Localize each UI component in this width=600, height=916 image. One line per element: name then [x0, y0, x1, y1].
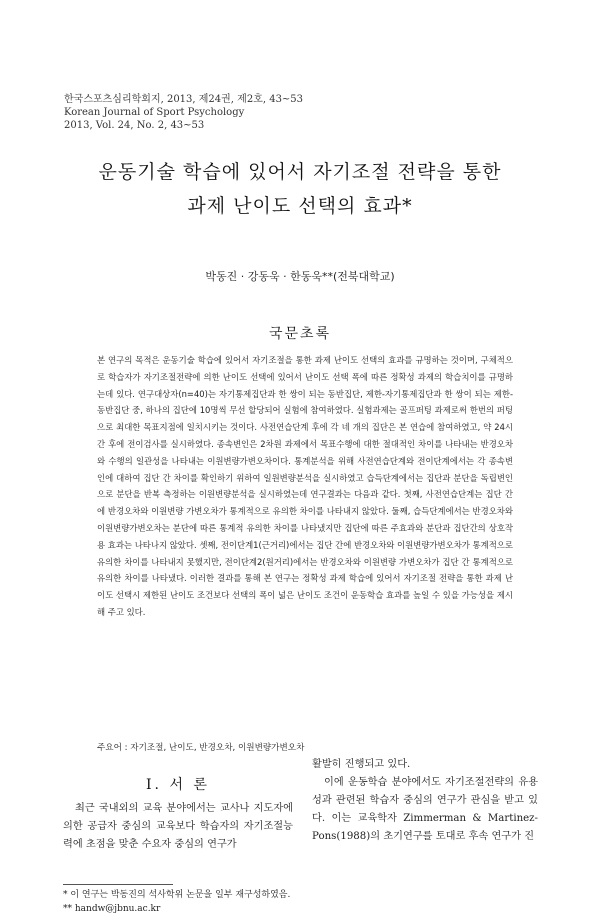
- body-column-left: [63, 800, 293, 854]
- intro-paragraph-2: 이에 운동학습 분야에서도 자기조절전략의 유용성과 관련된 학습자 중심의 연구가 관심을 받고 있다. 이는 교육학자 Zimmerman & Martinez-Pons(1988)의 초기연구를 토대로 후속 연구가 진: [312, 777, 538, 842]
- author-list: 박동진 · 강동욱 · 한동욱**(전북대학교): [205, 270, 395, 283]
- journal-citation-english: 2013, Vol. 24, No. 2, 43~53: [64, 120, 205, 131]
- abstract-heading: 국문초록: [268, 326, 332, 342]
- section-heading-introduction: Ⅰ. 서 론: [146, 777, 210, 793]
- paper-title: [0, 155, 600, 223]
- keywords: 주요어 : 자기조절, 난이도, 반경오차, 이원변량가변오차: [97, 743, 305, 753]
- journal-info: [64, 93, 303, 132]
- footnotes: [63, 888, 323, 916]
- journal-citation-korean: 한국스포츠심리학회지, 2013, 제24권, 제2호, 43~53: [64, 94, 304, 105]
- journal-name-english: Korean Journal of Sport Psychology: [64, 107, 245, 118]
- paper-title-line-1: 운동기술 학습에 있어서 자기조절 전략을 통한: [98, 161, 502, 183]
- intro-paragraph-continued: 활발히 진행되고 있다.: [312, 759, 411, 770]
- abstract-body: 본 연구의 목적은 운동기술 학습에 있어서 자기조절을 통한 과제 난이도 선택의 효과를 규명하는 것이며, 구체적으로 학습자가 자기조절전략에 의한 난이도 선택에 있어서 난이도 선택 폭에 따른 정확성 과제의 학습치이를 규명하는데 있다. 연구대상자(n=40)는 자기통제집단과 한 쌍이 되는 동반집단, 제한-자기통제집단과 한 쌍이 되는 제한-동반집단 중, 하나의 집단에 10명씩 무선 할당되어 실험에 참여하였다. 실험과제는 골프퍼팅 과제로써 한번의 퍼팅으로 최대한 목표지점에 일치시키는 것이다. 사전연습단계 후에 각 네 개의 집단은 본 연습에 참여하였고, 약 24시간 후에 전이검사를 실시하였다. 종속변인은 2차원 과제에서 목표수행에 대한 절대적인 차이를 나타내는 반경오차와 수행의 일관성을 나타내는 이원변량가변오차이다. 통계분석을 위해 사전연습단계와 전이단계에서는 각 종속변인에 대하여 집단 간 차이를 확인하기 위하여 일원변량분석을 실시하였고 습득단계에서는 집단과 분단을 독립변인으로 분단을 반복 측정하는 이원변량분석을 실시하였는데 연구결과는 다음과 같다. 첫째, 사전연습단계는 집단 간에 반경오차와 이원변량 가변오차가 통계적으로 유의한 차이를 나타내지 않았다. 둘째, 습득단계에서는 반경오차와 이원변량가변오차는 분단에 따른 통계적 유의한 차이를 나타냈지만 집단에 따른 주효과와 분단과 집단간의 상호작용 효과는 나타나지 않았다. 셋째, 전이단계1(근거리)에서는 집단 간에 반경오차와 이원변량가변오차가 통계적으로 유의한 차이를 나타내지 못했지만, 전이단계2(원거리)에서는 반경오차와 이원변량 가변오차가 집단 간 통계적으로 유의한 차이를 나타냈다. 이러한 결과를 통해 본 연구는 정확성 과제 학습에 있어서 자기조절 전략을 통한 과제 난이도 선택시 제한된 난이도 조건보다 선택의 폭이 넓은 난이도 조건이 운동학습 효과를 높일 수 있을 가능성을 제시해 주고 있다.: [97, 355, 513, 617]
- intro-paragraph-1: 최근 국내외의 교육 분야에서는 교사나 지도자에 의한 공급자 중심의 교육보다 학습자의 자기조절능력에 초점을 맞춘 수요자 중심의 연구가: [63, 803, 293, 850]
- body-column-right: [312, 756, 538, 846]
- footnote-1: * 이 연구는 박동진의 석사학위 논문을 일부 재구성하였음.: [63, 890, 291, 900]
- footnote-2: ** handw@jbnu.ac.kr: [63, 904, 161, 914]
- footnote-divider: [63, 884, 173, 885]
- paper-title-line-2: 과제 난이도 선택의 효과*: [187, 195, 413, 217]
